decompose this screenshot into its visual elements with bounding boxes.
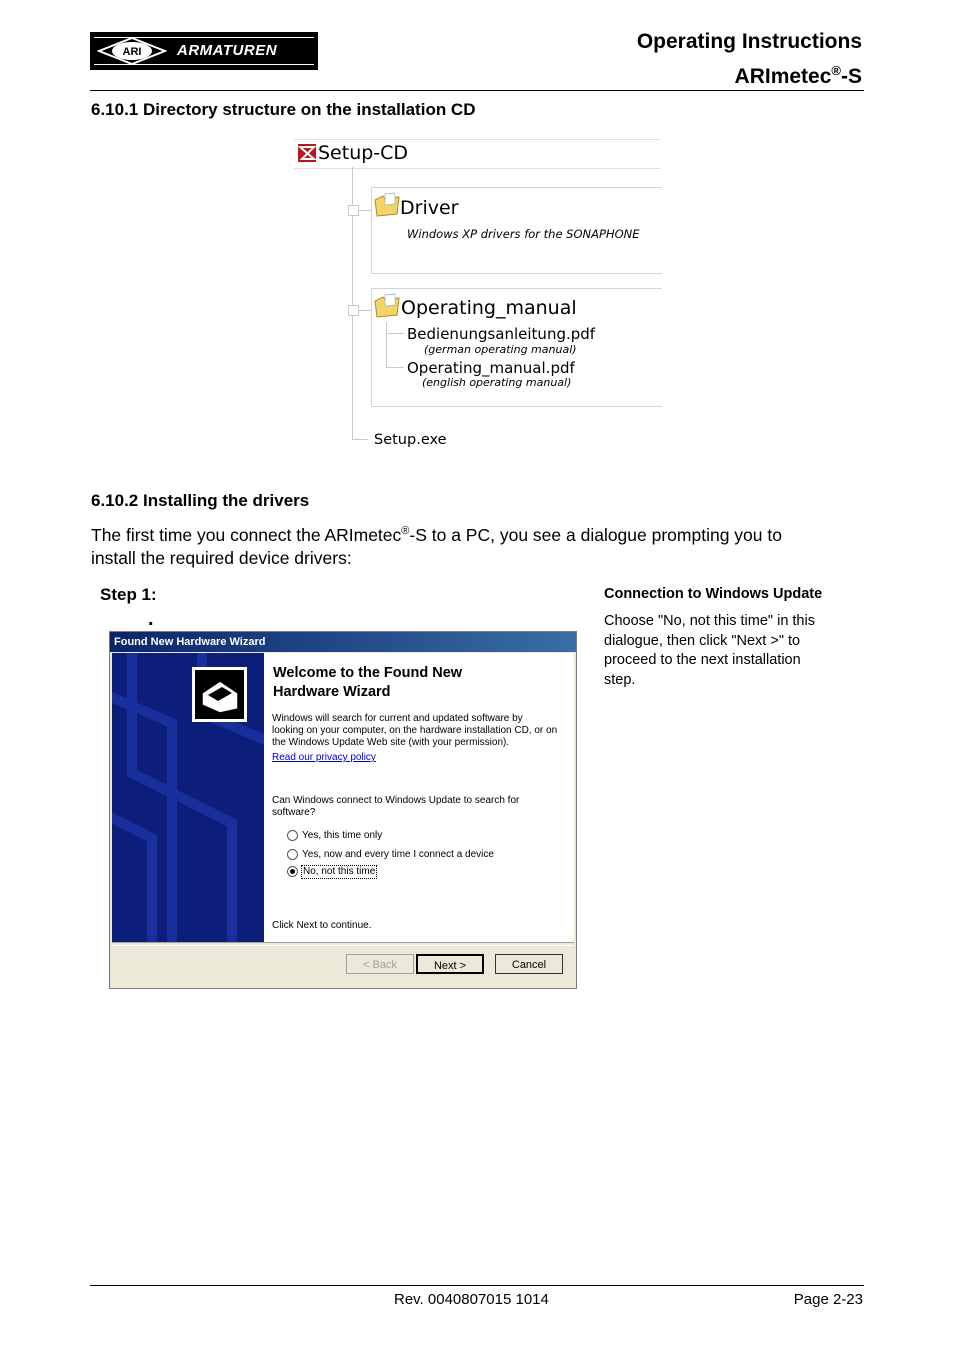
option-yes-every-time-label: Yes, now and every time I connect a device [302, 849, 494, 860]
wizard-continue-text: Click Next to continue. [272, 920, 372, 931]
option-no-not-this-time-label: No, not this time [303, 866, 376, 877]
wizard-heading: Welcome to the Found New Hardware Wizard [273, 665, 463, 700]
radio-yes-this-time[interactable] [287, 830, 298, 841]
header-title [637, 27, 862, 91]
header-title-line2: ARImetec®-S [734, 63, 862, 88]
tree-file-german-manual: Bedienungsanleitung.pdf [407, 325, 596, 343]
tree-file-german-note: (german operating manual) [424, 343, 577, 356]
radio-yes-every-time[interactable] [287, 849, 298, 860]
note-title: Connection to Windows Update [604, 586, 823, 602]
wizard-question: Can Windows connect to Windows Update to search for software? [272, 795, 520, 818]
header-title-line1: Operating Instructions [636, 30, 862, 53]
tree-file-setup: Setup.exe [374, 432, 447, 448]
logo-mark-text: ARI [122, 46, 142, 58]
tree-file-english-note: (english operating manual) [422, 376, 572, 389]
ari-logo [90, 32, 318, 70]
wizard-titlebar: Found New Hardware Wizard [110, 632, 576, 652]
header-rule [90, 90, 864, 91]
wizard-content-panel [264, 653, 574, 942]
tree-root-label: Setup-CD [318, 142, 409, 164]
cancel-button[interactable]: Cancel [495, 954, 563, 974]
footer-rule [90, 1285, 864, 1286]
wizard-separator [112, 942, 574, 946]
tree-file-english-manual: Operating_manual.pdf [407, 359, 575, 377]
manual-folder-icon [373, 293, 401, 319]
ari-cd-icon [298, 144, 316, 162]
step-label: Step 1: [100, 585, 157, 604]
radio-no-not-this-time[interactable] [287, 866, 298, 877]
intro-paragraph: The first time you connect the ARImetec®-S to a PC, you see a dialogue prompting you to install the required device drivers: [91, 524, 782, 568]
back-button[interactable]: < Back [346, 954, 414, 974]
section-heading-directory: 6.10.1 Directory structure on the installation CD [91, 100, 476, 119]
privacy-policy-link[interactable]: Read our privacy policy [272, 752, 376, 763]
ari-logo-mark-icon [97, 36, 167, 66]
step-bullet: . [148, 608, 154, 630]
driver-folder-icon [373, 192, 401, 218]
footer-page-number: Page 2-23 [793, 1291, 863, 1308]
note-body: Choose "No, not this time" in this dialogue, then click "Next >" to proceed to the next installation step. [604, 613, 815, 688]
tree-setup-branch [352, 439, 368, 440]
driver-folder-label: Driver [400, 197, 459, 219]
wizard-side-art-icon [112, 653, 264, 942]
wizard-description: Windows will search for current and updated software by looking on your computer, on the hardware installation CD, or on the Windows Update Web site (with your permission). [272, 713, 558, 748]
footer-revision: Rev. 0040807015 1014 [394, 1291, 549, 1308]
driver-folder-note: Windows XP drivers for the SONAPHONE [407, 227, 640, 241]
wizard-side-panel [112, 653, 264, 942]
section-heading-drivers: 6.10.2 Installing the drivers [91, 491, 310, 510]
manual-folder-label: Operating_manual [401, 297, 577, 319]
option-yes-this-time-label: Yes, this time only [302, 830, 383, 841]
next-button[interactable]: Next > [416, 954, 484, 974]
found-new-hardware-wizard [109, 631, 577, 989]
logo-text: ARMATUREN [177, 42, 278, 59]
